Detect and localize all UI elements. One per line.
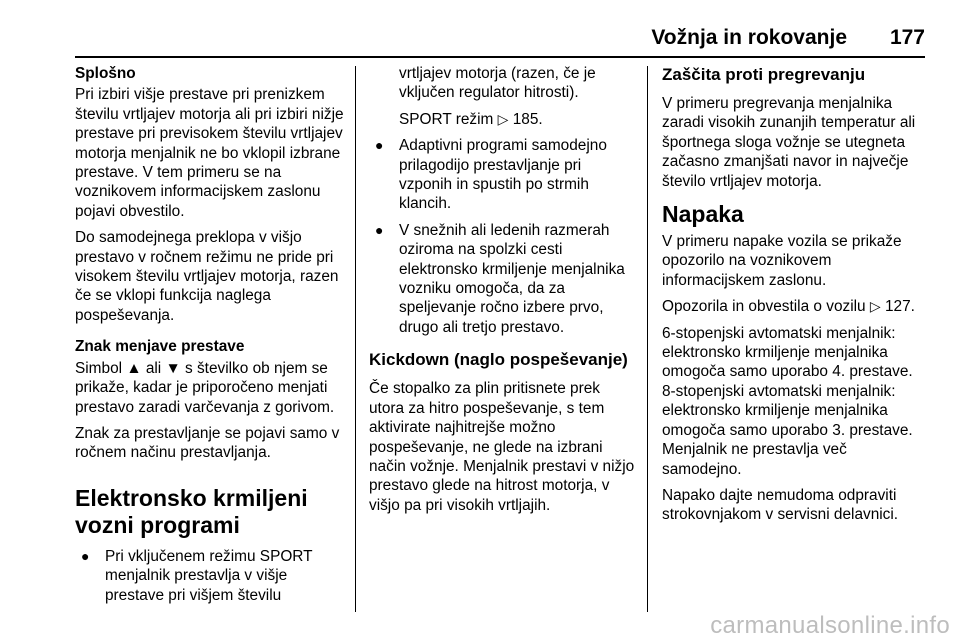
paragraph: Če stopalko za plin pritisnete prek utora za hitro pospeševanje, s tem aktivirate najhitrejše možno pospeševanje, ne glede na izbrani način vožnje. Menjalnik prestavi v nižjo prestavo glede na hitrost motorja, v višjo pa pri visokih vrtljajih. (369, 380, 635, 514)
cross-reference: SPORT režim ▷ 185. (399, 110, 543, 128)
column-right (662, 64, 930, 532)
bullet-icon: ● (81, 547, 90, 564)
bullet-icon: ● (375, 221, 384, 238)
list-item: ● V snežnih ali ledenih razmerah oziroma na spolzki cesti elektronsko krmiljenje menjalnika vozniku omogoča, da za speljevanje ročno izbere prvo, drugo ali tretjo prestavo. (375, 221, 625, 336)
column-middle (369, 64, 637, 522)
heading-splosno: Splošno (75, 65, 136, 82)
page-number: 177 (889, 26, 925, 49)
paragraph: Pri izbiri višje prestave pri prenizkem številu vrtljajev motorja ali pri izbiri nižje prestave pri previsokem številu vrtljajev motorja menjalnik ne bo vklopil izbrane prestave. V tem primeru se na voznikovem informacijskem zaslonu pojavi obvestilo. (75, 86, 344, 220)
list-item: ● Adaptivni programi samodejno prilagodijo prestavljanje pri vzponih in spustih po strmih klancih. (375, 137, 607, 213)
paragraph: 6-stopenjski avtomatski menjalnik: elektronsko krmiljenje menjalnika omogoča samo uporabo 4. prestave. 8-stopenjski avtomatski menjalnik: elektronsko krmiljenje menjalnika omogoča samo uporabo 3. prestave. Menjalnik ne prestavlja več samodejno. (662, 324, 913, 478)
heading-znak-menjave: Znak menjave prestave (75, 338, 245, 356)
list-item-continued: vrtljajev motorja (razen, če je vključen regulator hitrosti). (399, 65, 596, 102)
bullet-list (75, 547, 345, 605)
reference-triangle-icon: ▷ (497, 110, 509, 127)
bullet-icon: ● (375, 137, 384, 154)
paragraph: Znak za prestavljanje se pojavi samo v ročnem načinu prestavljanja. (75, 424, 340, 462)
paragraph: V primeru napake vozila se prikaže opozorilo na voznikovem informacijskem zaslonu. (662, 233, 902, 289)
reference-triangle-icon: ▷ (869, 298, 881, 315)
heading-napaka: Napaka (662, 201, 744, 228)
list-item: ● Pri vključenem režimu SPORT menjalnik prestavlja v višje prestave pri višjem številu (81, 547, 313, 604)
column-divider (647, 66, 648, 612)
bullet-list (369, 136, 637, 337)
heading-zascita: Zaščita proti pregrevanju (662, 65, 866, 84)
cross-reference: Opozorila in obvestila o vozilu ▷ 127. (662, 298, 915, 316)
paragraph: Do samodejnega preklopa v višjo prestavo v ročnem režimu ne pride pri visokem številu vrtljajev motorja, razen če se vklopi funkcija naglega pospeševanja. (75, 229, 339, 324)
watermark: carmanualsonline.info (710, 612, 950, 639)
paragraph: V primeru pregrevanja menjalnika zaradi visokih zunanjih temperatur ali športnega sloga vožnje se utegneta začasno zmanjšati navor in največje število vrtljajev motorja. (662, 95, 916, 190)
heading-elektronsko-krmiljeni: Elektronsko krmiljeni vozni programi (75, 484, 308, 538)
page-title: Vožnja in rokovanje (651, 26, 847, 49)
page-header (75, 22, 925, 58)
heading-kickdown: Kickdown (naglo pospeševanje) (369, 350, 628, 370)
paragraph: Napako dajte nemudoma odpraviti strokovnjakom v servisni delavnici. (662, 486, 899, 524)
column-left (75, 64, 345, 612)
paragraph: Simbol ▲ ali ▼ s številko ob njem se prikaže, kadar je priporočeno menjati prestavo zaradi varčevanja z gorivom. (75, 359, 335, 416)
column-divider (355, 66, 356, 612)
